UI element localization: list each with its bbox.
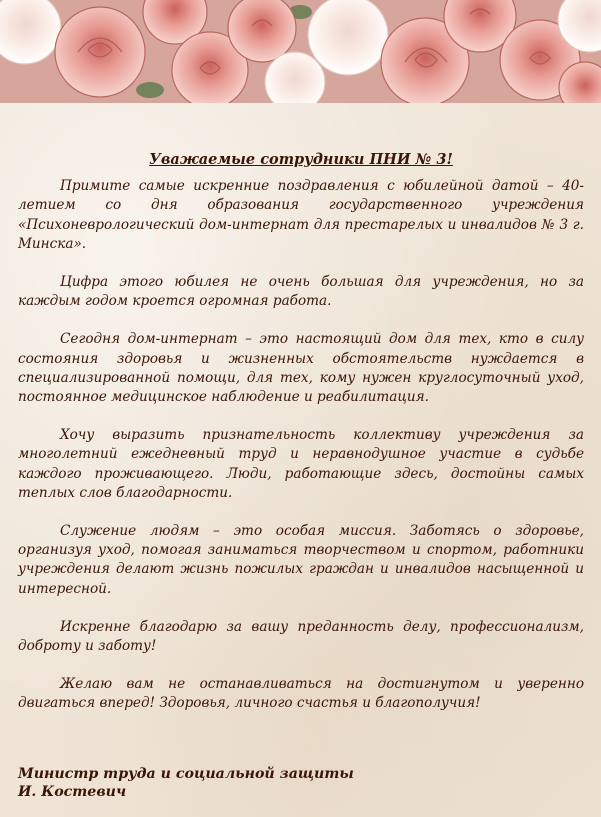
paragraph-1: Примите самые искренние поздравления с юбилейной датой – 40-летием со дня образования государственного учреждения «Психоневрологический дом-интернат для престарелых и инвалидов № 3 г. Минска». — [18, 178, 584, 252]
paragraph-4: Хочу выразить признательность коллективу учреждения за многолетний ежедневный труд и неравнодушное участие в судьбе каждого проживающего. Люди, работающие здесь, достойны самых теплых слов благодарности. — [18, 427, 584, 501]
letter-greeting: Уважаемые сотрудники ПНИ № 3! — [149, 151, 453, 168]
congratulation-letter — [18, 150, 584, 733]
roses-banner — [0, 0, 601, 103]
signature-block — [18, 765, 584, 801]
paragraph-5: Служение людям – это особая миссия. Заботясь о здоровье, организуя уход, помогая заниматься творчеством и спортом, работники учреждения делают жизнь пожилых граждан и инвалидов насыщенной и интересной. — [18, 523, 584, 597]
roses-image — [0, 0, 601, 103]
signatory-position: Министр труда и социальной защиты — [18, 766, 354, 782]
signatory-name: И. Костевич — [18, 784, 127, 800]
paragraph-6: Искренне благодарю за вашу преданность делу, профессионализм, доброту и заботу! — [18, 618, 584, 655]
paragraph-3: Сегодня дом-интернат – это настоящий дом для тех, кто в силу состояния здоровья и жизненных обстоятельств нуждается в специализированной помощи, для тех, кому нужен круглосуточный уход, постоянное медицинское наблюдение и реабилитация. — [18, 331, 584, 406]
paragraph-2: Цифра этого юбилея не очень большая для учреждения, но за каждым годом кроется огромная работа. — [18, 274, 584, 310]
paragraph-7: Желаю вам не останавливаться на достигнутом и уверенно двигаться вперед! Здоровья, личного счастья и благополучия! — [18, 676, 584, 712]
